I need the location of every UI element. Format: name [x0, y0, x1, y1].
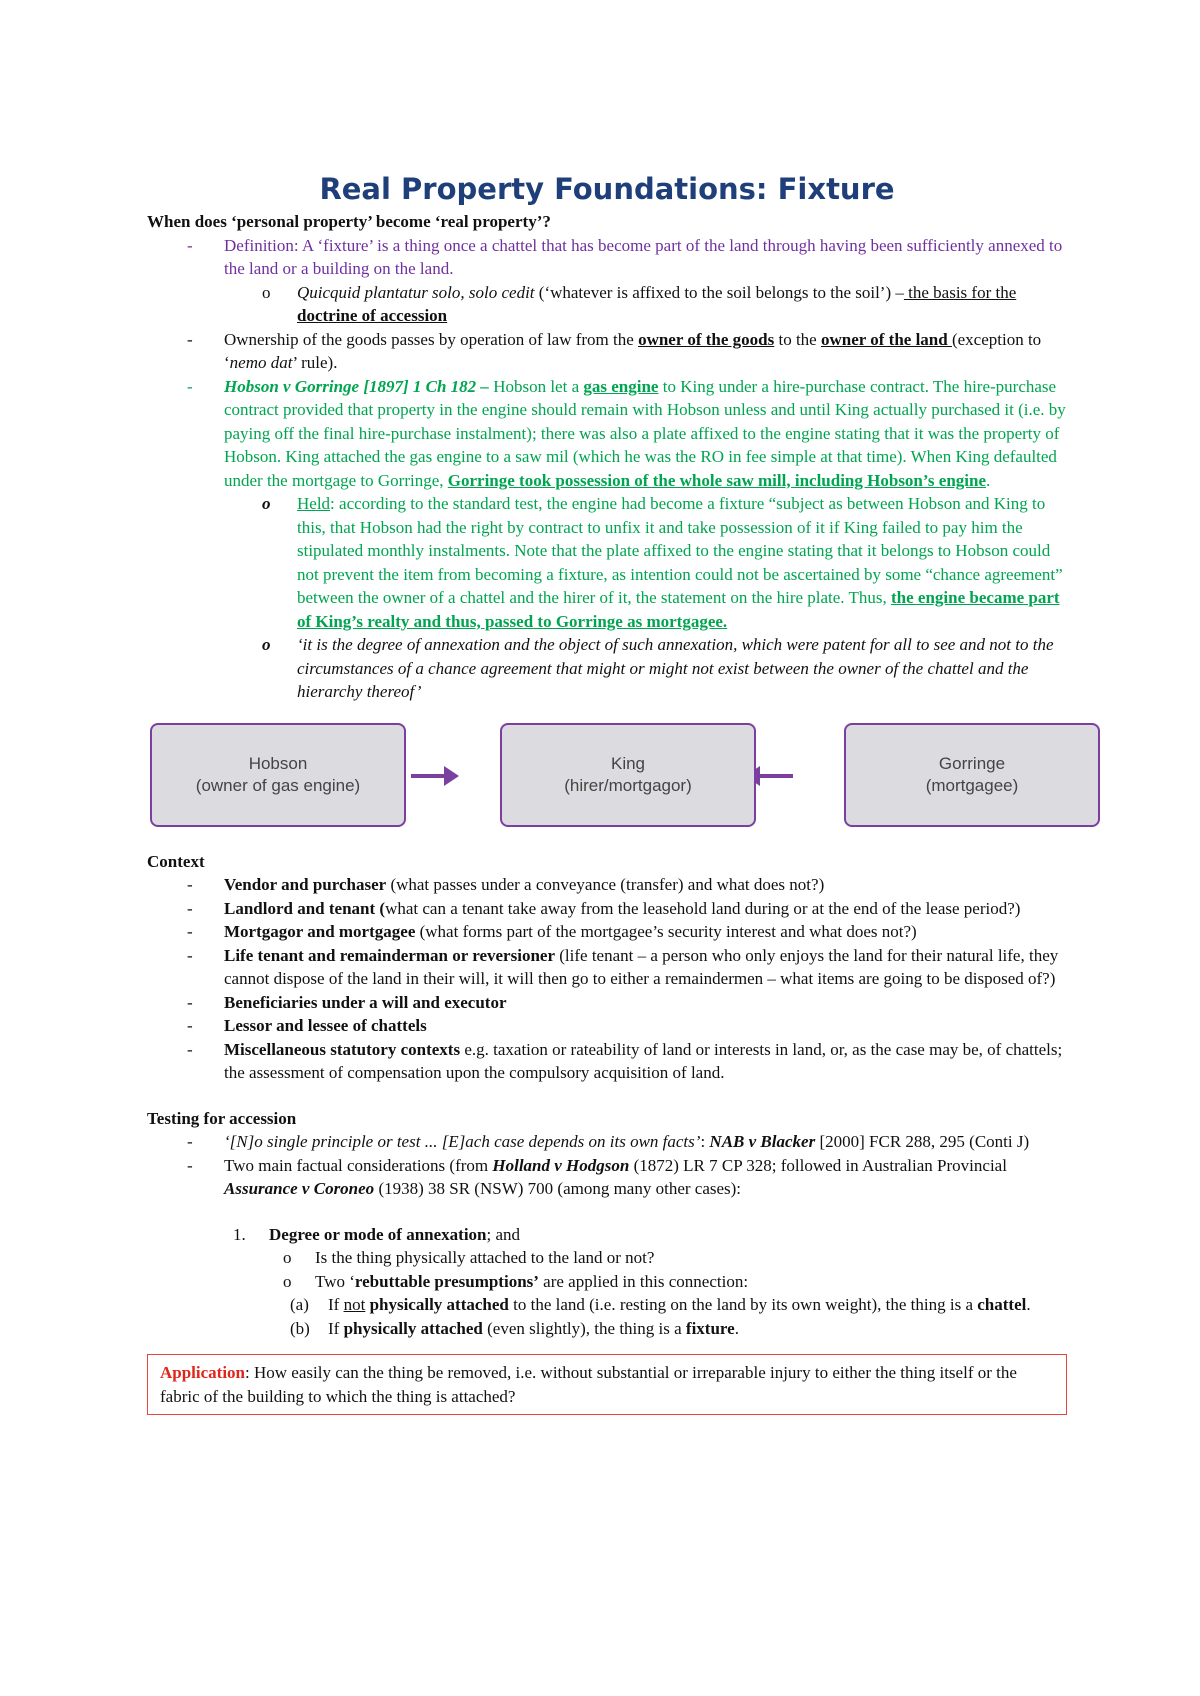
o-marker: o — [283, 1271, 292, 1291]
text: to the — [774, 329, 821, 349]
latin-maxim: Quicquid plantatur solo, solo cedit — [297, 282, 535, 302]
nemo-dat: nemo dat — [229, 353, 293, 372]
text: If — [328, 1295, 344, 1314]
sub-item-quote — [147, 633, 1067, 704]
text: Ownership of the goods passes by operation of law from the — [224, 329, 639, 349]
text: ’ rule). — [292, 353, 338, 372]
text: to King under a hire-purchase contract. The hire-purchase contract provided that property in the engine should remain with Hobson unless and until King actually purchased it (i.e. by paying off the final hire-purchase instalment); there was also a plate affixed to the engine stating that it was the property of Hobson. King attached the gas engine to a saw mil (which he was the RO in fee simple at that time). When King defaulted under the mortgage to Gorringe, — [224, 376, 1066, 490]
text: (even slightly), the thing is a — [482, 1318, 686, 1338]
owner-land: owner of the land — [820, 329, 952, 349]
context-item-text: (life tenant – a person who only enjoys the land for their natural life, they cannot dispose of the land in their will, it will then go to either a remaindermen – what items are going to be disposed of?) — [224, 945, 1059, 988]
dash-marker: - — [187, 1132, 193, 1151]
dash-marker: - — [187, 329, 193, 349]
dash-marker: - — [187, 992, 193, 1012]
dash-marker: - — [187, 1155, 193, 1175]
list-item-hobson-case — [147, 375, 1067, 493]
held-conclusion: the engine became part of King’s realty and thus, passed to Gorringe as mortgagee. — [297, 588, 1060, 631]
case-name-holland: Holland v Hodgson — [492, 1155, 630, 1175]
context-item — [147, 1014, 1067, 1038]
context-item — [147, 920, 1067, 944]
maxim-basis: the basis for the — [903, 282, 1017, 302]
list-item-two-considerations — [147, 1154, 1067, 1201]
citation: [2000] FCR 288, 295 (Conti J) — [815, 1132, 1030, 1151]
o-marker: o — [262, 635, 271, 654]
o-marker: o — [262, 494, 271, 513]
context-item-bold: Miscellaneous statutory contexts — [224, 1039, 461, 1059]
rebuttable-presumptions: rebuttable presumptions’ — [354, 1271, 539, 1291]
dash-marker: - — [187, 1016, 193, 1035]
case-name-nab: NAB v Blacker — [709, 1132, 816, 1151]
gorringe-possession: Gorringe took possession of the whole saw mill, including Hobson’s engine — [447, 470, 987, 490]
held-text: : according to the standard test, the engine had become a fixture “subject as between Hobson and King to this, that Hobson had the right by contract to unfix it and take possession of it if King failed to pay him the stipulated monthly instalments. Note that the plate affixed to the engine stating that it belongs to Hobson could not prevent the item from becoming a fixture, as intention could not be ascertained by some “chance agreement” between the owner of a chattel and the hirer of it, the statement on the hire plate. Thus, — [297, 494, 1063, 607]
king-box — [500, 723, 756, 827]
text: are applied in this connection: — [538, 1271, 749, 1291]
context-item-bold: Landlord and tenant ( — [224, 898, 386, 918]
text: (exception to ‘ — [224, 329, 1042, 372]
context-item — [147, 944, 1067, 991]
sub-item-held — [147, 492, 1067, 633]
numbered-item-degree — [147, 1223, 1067, 1247]
text: ; and — [486, 1224, 521, 1244]
relationship-diagram — [147, 718, 1067, 840]
context-item-bold: Beneficiaries under a will and executor — [224, 992, 507, 1012]
text: Hobson let a — [488, 376, 584, 396]
text: (1938) 38 SR (NSW) 700 (among many other cases): — [374, 1179, 742, 1198]
held-label: Held — [297, 494, 331, 513]
context-item-bold: Vendor and purchaser — [224, 875, 387, 894]
dash-marker: - — [187, 922, 193, 941]
o-marker: o — [262, 282, 271, 302]
gorringe-role: (mortgagee) — [925, 775, 1019, 795]
text: Is the thing physically attached to the land or not? — [315, 1248, 655, 1267]
sub-item-attached — [147, 1246, 1067, 1270]
text: Two ‘ — [315, 1271, 355, 1291]
arrowhead-right — [444, 766, 459, 786]
context-heading: Context — [147, 851, 205, 871]
maxim-translation: (‘whatever is affixed to the soil belongs to the soil’) – — [534, 282, 904, 302]
text: . — [734, 1318, 739, 1338]
context-item-text: what can a tenant take away from the leasehold land during or at the end of the lease period?) — [385, 898, 1021, 918]
sub-item-b — [147, 1317, 1067, 1341]
doctrine-accession: doctrine of accession — [297, 306, 448, 325]
text: If — [328, 1318, 344, 1338]
owner-goods: owner of the goods — [638, 329, 775, 349]
case-name-hobson: Hobson v Gorringe [1897] 1 Ch 182 – — [224, 376, 489, 396]
quote-text: ‘it is the degree of annexation and the object of such annexation, which were patent for all to see and not to the circumstances of a chance agreement that might or might not exist between the owner of the chattel and the hierarchy thereof’ — [297, 635, 1054, 701]
text: (1872) LR 7 CP 328; followed in Australian Provincial — [629, 1155, 1007, 1175]
context-item — [147, 873, 1067, 897]
sub-item-presumptions — [147, 1270, 1067, 1294]
letter-marker: (a) — [290, 1295, 309, 1314]
sub-item-a — [147, 1293, 1067, 1317]
context-list — [147, 873, 1067, 1085]
list-item-ownership — [147, 328, 1067, 375]
dash-marker: - — [187, 945, 193, 965]
page-title: Real Property Foundations: Fixture — [319, 172, 895, 206]
sub-item-quicquid — [147, 281, 1067, 328]
list-item-definition — [147, 234, 1067, 281]
application-text: : How easily can the thing be removed, i.e. without substantial or irreparable injury to either the thing itself or the fabric of the building to which the thing is attached? — [160, 1363, 1017, 1406]
gas-engine: gas engine — [583, 376, 659, 396]
physically-attached: physically attached — [343, 1318, 483, 1338]
context-item-text: e.g. taxation or rateability of land or interests in land, or, as the case may be, of chattels; the assessment of compensation upon the compulsory acquisition of land. — [224, 1039, 1063, 1082]
application-box — [147, 1354, 1067, 1415]
dash-marker: - — [187, 376, 193, 396]
letter-marker: (b) — [290, 1318, 310, 1338]
hobson-name: Hobson — [248, 753, 308, 773]
not: not — [343, 1295, 366, 1314]
context-item — [147, 1038, 1067, 1085]
dash-marker: - — [187, 1039, 193, 1059]
physically-attached: physically attached — [365, 1295, 509, 1314]
definition-text: Definition: A ‘fixture’ is a thing once a chattel that has become part of the land through having been sufficiently annexed to the land or a building on the land. — [224, 235, 1063, 278]
section-heading-personal-property: When does ‘personal property’ become ‘real property’? — [147, 212, 551, 231]
document-page — [147, 168, 1067, 1415]
testing-heading: Testing for accession — [147, 1108, 297, 1128]
context-item-bold: Life tenant and remainderman or reversioner — [224, 945, 555, 965]
context-item-bold: Lessor and lessee of chattels — [224, 1016, 427, 1035]
number-marker: 1. — [233, 1224, 246, 1244]
gorringe-box — [844, 723, 1100, 827]
list-item-no-single-test — [147, 1130, 1067, 1154]
king-role: (hirer/mortgagor) — [564, 775, 692, 795]
text: Two main factual considerations (from — [224, 1155, 493, 1175]
fixture: fixture — [685, 1318, 735, 1338]
dash-marker: - — [187, 235, 193, 255]
dash-marker: - — [187, 875, 193, 894]
text: . — [1026, 1295, 1031, 1314]
context-item-text: (what passes under a conveyance (transfer) and what does not?) — [386, 875, 825, 894]
hobson-box — [150, 723, 406, 827]
quote: ‘[N]o single principle or test ... [E]ach case depends on its own facts’ — [224, 1132, 701, 1151]
context-item-text: (what forms part of the mortgagee’s security interest and what does not?) — [415, 922, 917, 941]
application-label: Application — [160, 1363, 246, 1382]
context-item — [147, 897, 1067, 921]
hobson-role: (owner of gas engine) — [195, 775, 361, 795]
context-item-bold: Mortgagor and mortgagee — [224, 922, 416, 941]
text: . — [986, 470, 991, 490]
dash-marker: - — [187, 898, 193, 918]
context-item — [147, 991, 1067, 1015]
text: to the land (i.e. resting on the land by its own weight), the thing is a — [508, 1295, 978, 1314]
text: : — [700, 1132, 710, 1151]
o-marker: o — [283, 1248, 292, 1267]
case-name-assurance: Assurance v Coroneo — [224, 1179, 375, 1198]
degree-annexation: Degree or mode of annexation — [269, 1224, 487, 1244]
chattel: chattel — [977, 1295, 1027, 1314]
gorringe-name: Gorringe — [938, 753, 1006, 773]
king-name: King — [610, 753, 646, 773]
